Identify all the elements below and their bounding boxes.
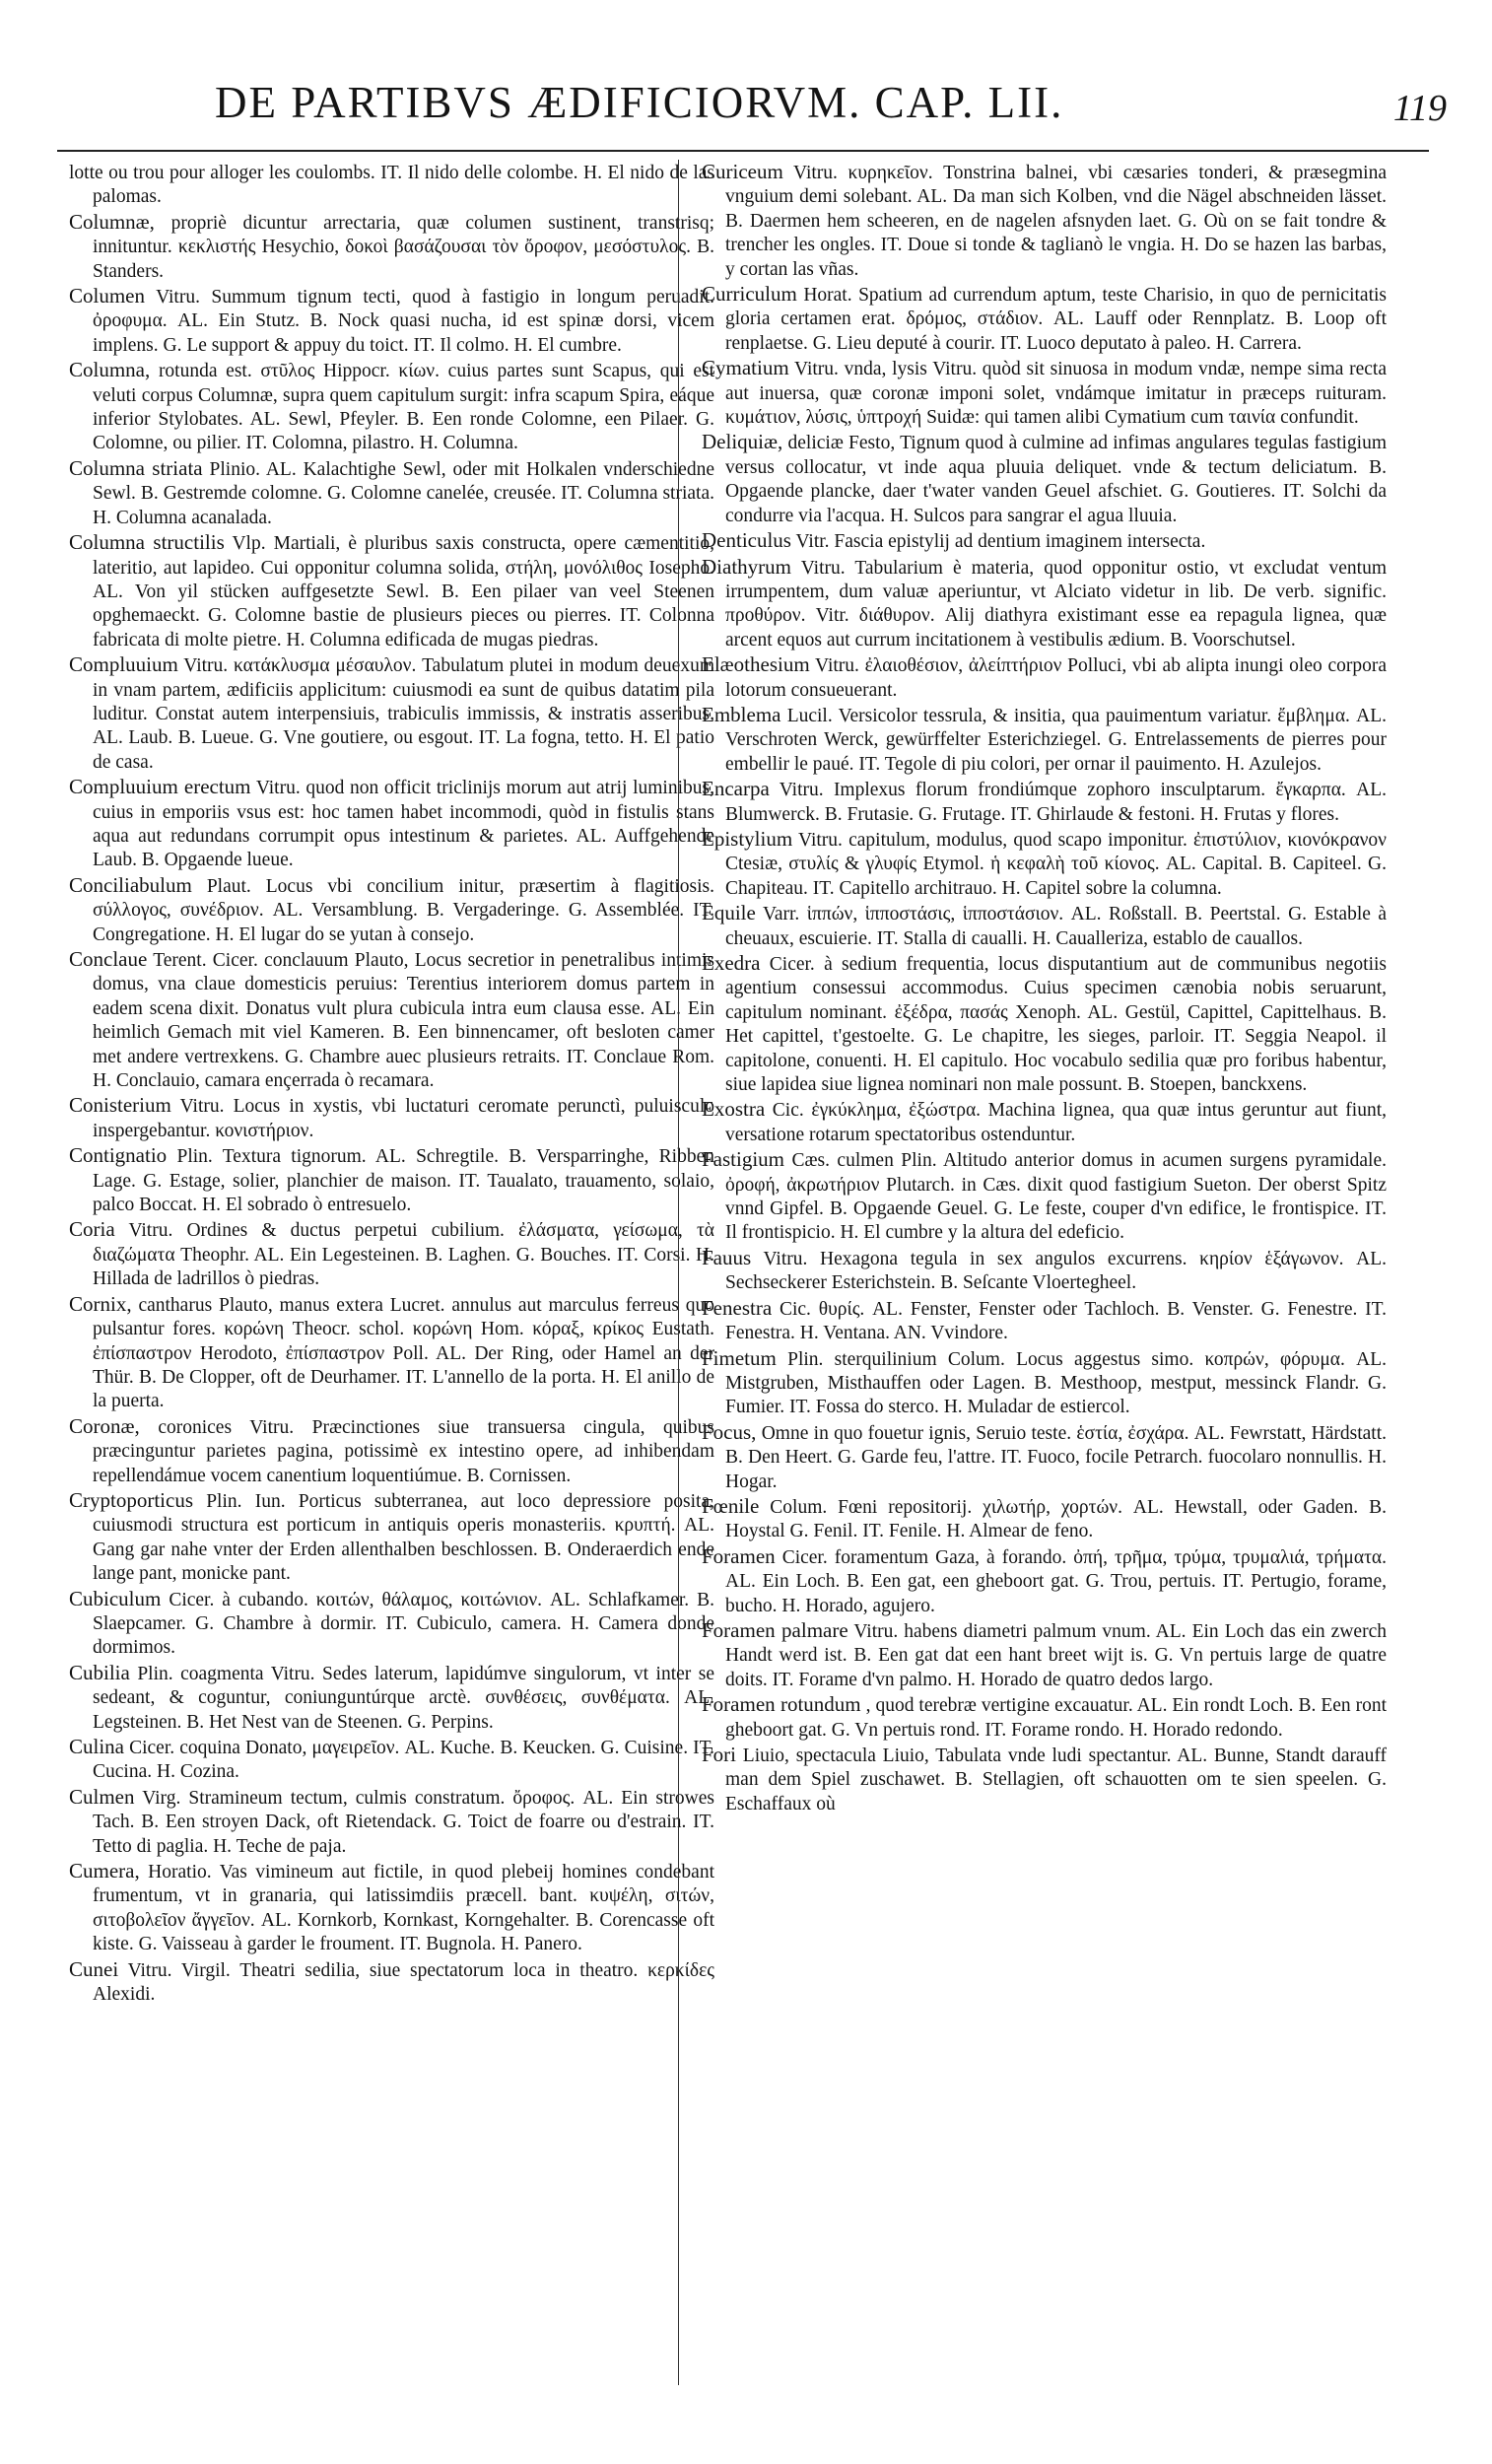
entry-headword: Curriculum xyxy=(702,282,797,307)
entry-definition: cantharus Plauto, manus extera Lucret. annulus aut marculus ferreus quo pulsantur fores. κορώνη Theocr. schol. κορώνη Hom. κόραξ, κρίκος Eustath. ἐπίσπαστρον Herodoto, ἐπίσπαστρον Poll. AL. Der Ring, oder Hamel an der Thür. B. De Clopper, oft de Deurhamer. IT. L'annello de la porta. H. El anillo de la puerta. xyxy=(93,1294,714,1412)
entry-definition: deliciæ Festo, Tignum quod à culmine ad infimas angulares tegulas fastigium versus collocatur, vt inde aqua pluuia deliquet. vnde & tectum deliciatum. B. Opgaende plancke, daer t'water vanden Geuel afschiet. G. Goutieres. IT. Solchi da condurre via l'acqua. H. Sulcos para sangrar el agua lluuia. xyxy=(725,433,1388,526)
entry-definition: Vitru. κατάκλυσμα μέσαυλον. Tabulatum plutei in modum deuexum in vnam partem, ædificiis applicitum: cuiusmodi ea sunt de quibus datatim pila luditur. Constat autem interpensiuis, trabiculis immissis, & instratis asseribus. AL. Laub. B. Lueue. G. Vne goutiere, ou esgout. IT. La fogna, tetto. H. El patio de casa. xyxy=(93,655,714,773)
dictionary-entry xyxy=(69,530,714,652)
entry-headword: Diathyrum xyxy=(702,554,791,579)
entry-headword: Fœnile xyxy=(702,1493,760,1518)
dictionary-entry xyxy=(702,430,1388,528)
entry-definition: rotunda est. στῦλος Hippocr. κίων. cuius partes sunt Scapus, qui est veluti corpus Columnæ, supra quem capitulum surgit: infra scapum Spira, eáque inferior Stylobates. AL. Sewl, Pfeyler. B. Een ronde Colomne, een Pilaer. G. Colomne, ou pilier. IT. Colomna, pilastro. H. Columna. xyxy=(93,361,714,454)
entry-definition: Vitru. capitulum, modulus, quod scapo imponitur. ἐπιστύλιον, κιονόκρανον Ctesiæ, στυλίς & γλυφίς Etymol. ἡ κεφαλὴ τοῦ κίονος. AL. Capital. B. Capiteel. G. Chapiteau. IT. Capitello architrauo. H. Capitel sobre la columna. xyxy=(725,829,1387,899)
entry-headword: Denticulus xyxy=(702,528,791,553)
entry-definition: Cicer. coquina Donato, μαγειρεῖον. AL. Kuche. B. Keucken. G. Cuisine. IT. Cucina. H. Cozina. xyxy=(93,1738,714,1783)
entry-headword: Foramen rotundum xyxy=(702,1692,861,1717)
entry-definition: Vitru. Tabularium è materia, quod opponitur ostio, vt excludat ventum irrumpentem, dum valuæ aperiuntur, vt Alciato videtur in lib. De verb. signific. προθύρον. Vitr. διάθυρον. Alij diathyra existimant esse ea repagula lignea, quæ arcent equos aut currum incitationem à vestibulis ædium. B. Voorschutsel. xyxy=(725,557,1387,650)
column-divider xyxy=(678,160,679,2385)
dictionary-entry xyxy=(69,209,714,284)
dictionary-entry xyxy=(69,947,714,1093)
entry-headword: Cubiculum xyxy=(69,1586,162,1610)
entry-definition: Vitru. Summum tignum tecti, quod à fastigio in longum peruadit. ὀροφυμα. AL. Ein Stutz. B. Nock quasi nucha, id est spinæ dorsi, vicem implens. G. Le support & appuy du toict. IT. Il colmo. H. El cumbre. xyxy=(93,287,714,356)
entry-definition: Plin. Textura tignorum. AL. Schregtile. B. Versparringhe, Ribben Lage. G. Estage, solier, planchier de maison. IT. Taualato, trauamento, solaio, palco Boccat. H. El sobrado ò entresuelo. xyxy=(93,1146,715,1216)
entry-headword: Focus, xyxy=(702,1419,757,1444)
entry-definition: Cicer. à cubando. κοιτών, θάλαμος, κοιτώνιον. AL. Schlafkamer. B. Slaepcamer. G. Chambre à dormir. IT. Cubiculo, camera. H. Camera donde dormimos. xyxy=(93,1589,715,1659)
entry-definition: Omne in quo fouetur ignis, Seruio teste. ἑστία, ἐσχάρα. AL. Fewrstatt, Härdstatt. B. Den Heert. G. Garde feu, l'attre. IT. Fuoco, focile Petrarch. fuocolaro nonnullis. H. Hogar. xyxy=(725,1422,1387,1492)
entry-headword: Epistylium xyxy=(702,826,793,851)
dictionary-entry xyxy=(69,652,714,775)
entry-definition: Vitru. habens diametri palmum vnum. AL. Ein Loch das ein zwerch Handt werd ist. B. Een gat dat een hant breet wijt is. G. Vn pertuis large de quatre doits. IT. Forame d'vn palmo. H. Horado de quatro dedos largo. xyxy=(725,1620,1387,1690)
entry-definition: Lucil. Versicolor tessrula, & insitia, qua pauimentum variatur. ἔμβλημα. AL. Verschroten Werck, gewürffelter Esterichziegel. G. Entrelassements de pierres pour embellir le paué. IT. Tegole di piu colori, per ornar il pauimento. H. Azulejos. xyxy=(725,705,1387,775)
dictionary-entry xyxy=(69,160,714,210)
dictionary-entry xyxy=(702,1493,1387,1544)
entry-headword: Cunei xyxy=(69,1956,119,1981)
entry-definition: Varr. ἱππών, ἱπποστάσις, ἱπποστάσιον. AL. Roßstall. B. Peertstal. G. Estable à cheuaux, escuierie. IT. Stalla di caualli. H. Caualleriza, establo de cauallos. xyxy=(725,904,1387,949)
entry-definition: Plin. coagmenta Vitru. Sedes laterum, lapidúmve singulorum, vt inter se sedeant, & coguntur, coniunguntúrque arctè. συνθέσεις, συνθέματα. AL. Legsteinen. B. Het Nest van de Steenen. G. Perpins. xyxy=(93,1663,714,1733)
entry-definition: Cic. ἐγκύκλημα, ἐξώστρα. Machina lignea, qua quæ intus geruntur aut fiunt, versatione rotarum spectatoribus ostenduntur. xyxy=(725,1100,1387,1145)
entry-definition: Plin. Iun. Porticus subterranea, aut loco depressiore posita, cuiusmodi structura est porticum in antiquis operis monasteriis. κρυπτή. AL. Gang gar nahe vnter der Erden allenthalben beschlossen. B. Onderaerdich ende lange pant, monicke pant. xyxy=(93,1490,715,1585)
entry-headword: Contignatio xyxy=(69,1143,168,1168)
entry-headword: Columna, xyxy=(69,358,151,382)
entry-definition: Vlp. Martiali, è pluribus saxis constructa, opere cæmentitio, lateritio, aut lapideo. Cui opponitur columna solida, στήλη, μονόλιθος Iosepho. AL. Von yil stücken auffgesetzte Sewl. B. Een pilaer van veel Steenen opghemaeckt. G. Colomne bastie de plusieurs pieces ou pierres. IT. Colonna fabricata di molte pietre. H. Columna edificada de mugas piedras. xyxy=(93,533,714,650)
entry-headword: Coria xyxy=(69,1217,115,1242)
entry-definition: , quod terebræ vertigine excauatur. AL. Ein rondt Loch. B. Een ront gheboort gat. G. Vn pertuis rond. IT. Forame rondo. H. Horado redondo. xyxy=(725,1695,1388,1741)
entry-definition: coronices Vitru. Præcinctiones siue transuersa cingula, quibus præcinguntur parietes pagina, potissimè ex intestino opere, ad inhibendam repellendámue vocem canentium loquentiúmue. B. Cornissen. xyxy=(93,1416,715,1486)
entry-definition: Cic. θυρίς. AL. Fenster, Fenster oder Tachloch. B. Venster. G. Fenestre. IT. Fenestra. H. Ventana. AN. Vvindore. xyxy=(725,1298,1388,1344)
dictionary-entry xyxy=(69,1413,715,1488)
entry-definition: Vitru. Locus in xystis, vbi luctaturi ceromate perunctì, puluisculo inspergebantur. κονιστήριον. xyxy=(93,1096,714,1141)
entry-headword: Conisterium xyxy=(69,1093,171,1118)
entry-definition: Cicer. foramentum Gaza, à forando. ὀπή, τρῆμα, τρύμα, τρυμαλιά, τρήματα. AL. Ein Loch. B. Een gat, een gheboort gat. G. Trou, pertuis. IT. Pertugio, forame, bucho. H. Horado, agujero. xyxy=(725,1546,1388,1616)
entry-headword: Foramen palmare xyxy=(702,1617,848,1642)
entry-definition: Horat. Spatium ad currendum aptum, teste Charisio, in quo de pernicitatis gloria certamen erat. δρόμος, στάδιον. AL. Lauff oder Rennplatz. B. Loop oft renplaetse. G. Lieu deputé à courir. IT. Luoco deputato à paleo. H. Carrera. xyxy=(725,285,1387,354)
entry-definition: lotte ou trou pour alloger les coulombs. IT. Il nido delle colombe. H. El nido de las palomas. xyxy=(69,163,714,208)
dictionary-entry xyxy=(69,284,714,358)
entry-headword: Cryptoporticus xyxy=(69,1487,193,1512)
entry-definition: Terent. Cicer. conclauum Plauto, Locus secretior in penetralibus intimis domus, vna claue domesticis peruius: Terentius interiorem domus partem in eadem scena dixit. Donatus vult plura cubicula intra eum clausa esse. AL. Ein heimlich Gemach mit viel Kameren. B. Een binnencamer, oft besloten camer met andere vertrexkens. G. Chambre auec plusieurs retraits. IT. Conclaue Rom. H. Conclauio, camara ençerrada ò recamara. xyxy=(93,950,714,1092)
dictionary-entry xyxy=(69,1093,714,1143)
entry-headword: Coronæ, xyxy=(69,1413,140,1438)
entry-definition: Vitru. Implexus florum frondiúmque zophoro insculptarum. ἔγκαρπα. AL. Blumwerck. B. Frutasie. G. Frutage. IT. Ghirlaude & festoni. H. Frutas y flores. xyxy=(725,780,1387,825)
entry-headword: Curiceum xyxy=(702,160,783,183)
entry-headword: Culmen xyxy=(69,1784,135,1809)
entry-definition: Plaut. Locus vbi concilium initur, præsertim à flagitiosis. σύλλογος, συνέδριον. AL. Versamblung. B. Vergaderinge. G. Assemblée. IT. Congregatione. H. El lugar do se yutan à consejo. xyxy=(93,875,714,945)
dictionary-entry xyxy=(702,951,1388,1097)
dictionary-entry xyxy=(69,358,714,456)
dictionary-entry xyxy=(702,1345,1387,1420)
entry-definition: Colum. Fœni repositorij. χιλωτήρ, χορτών. AL. Hewstall, oder Gaden. B. Hoystal G. Fenil. IT. Fenile. H. Almear de feno. xyxy=(725,1496,1387,1542)
entry-headword: Columen xyxy=(69,284,145,308)
entry-definition: Vitru. ἐλαιοθέσιον, ἀλείπτήριον Polluci, vbi ab alipta inungi oleo corpora lotorum consueuerant. xyxy=(725,655,1388,701)
dictionary-entry xyxy=(702,1097,1387,1147)
entry-headword: Foramen xyxy=(702,1543,776,1568)
entry-definition: Vitru. quod non officit triclinijs morum aut atrij luminibus, cuius in emporiis vsus est: hoc tamen habet incommodi, quòd in fistulis stans aqua aut redundans corrumpit opus intestinum & parietes. AL. Auffgehende Laub. B. Opgaende lueue. xyxy=(93,778,714,871)
dictionary-entry xyxy=(69,1487,715,1587)
dictionary-entry xyxy=(702,1147,1388,1246)
entry-headword: Conciliabulum xyxy=(69,872,192,897)
entry-headword: Deliquiæ, xyxy=(702,430,783,454)
entry-definition: Vitru. Hexagona tegula in sex angulos excurrens. κηρίον ἑξάγωνον. AL. Sechseckerer Esterichstein. B. Seſcante Vloertegheel. xyxy=(725,1248,1387,1294)
entry-headword: Cumera, xyxy=(69,1859,140,1883)
entry-definition: Plin. sterquilinium Colum. Locus aggestus simo. κοπρών, φόρυμα. AL. Mistgruben, Misthauffen oder Lagen. B. Mesthoop, mestput, messinck Flandr. G. Fumier. IT. Fossa do sterco. H. Muladar de estiercol. xyxy=(725,1348,1387,1418)
running-title: DE PARTIBVS ÆDIFICIORVM. CAP. LII. xyxy=(215,78,1064,127)
entry-headword: Fimetum xyxy=(702,1345,777,1370)
dictionary-entry xyxy=(702,554,1387,653)
dictionary-entry xyxy=(69,1217,714,1291)
dictionary-entry xyxy=(69,1660,714,1735)
entry-headword: Fauus xyxy=(702,1245,752,1269)
right-column xyxy=(702,160,1387,1816)
entry-definition: Cicer. à sedium frequentia, locus disputantium aut de communibus negotiis agentium consessui accommodus. Cuius specimen cænobia nobis seruarunt, capitulum nominant. ἐξέδρα, πασάς Xenoph. AL. Gestül, Capittel, Capittelhaus. B. Het capittel, t'gestoelte. G. Le chapitre, les sieges, parloir. IT. Seggia Neapol. il capitolone, conuenti. H. El capitulo. Hoc vocabulo sedilia quæ pro foribus habentur, siue lapidea siue lignea nominari non male possunt. B. Stoepen, banckxens. xyxy=(725,954,1388,1096)
dictionary-entry xyxy=(702,1245,1387,1296)
entry-definition: Vitr. Fascia epistylij ad dentium imaginem intersecta. xyxy=(795,531,1206,553)
entry-headword: Elæothesium xyxy=(702,652,810,677)
dictionary-entry xyxy=(702,702,1387,777)
entry-headword: Compluuium xyxy=(69,652,178,677)
dictionary-entry xyxy=(69,1586,715,1661)
entry-definition: Virg. Stramineum tectum, culmis constratum. ὄροφος. AL. Ein strowes Tach. B. Een stroyen Dack, oft Rietendack. G. Toict de foarre ou d'estrain. IT. Tetto di paglia. H. Teche de paja. xyxy=(93,1787,714,1857)
dictionary-entry xyxy=(702,1617,1387,1692)
page-header xyxy=(39,77,1458,146)
dictionary-entry xyxy=(69,1859,714,1957)
dictionary-entry xyxy=(69,1735,714,1785)
entry-definition: Liuio, spectacula Liuio, Tabulata vnde ludi spectantur. AL. Bunne, Standt darauff man dem Spiel zuschawet. B. Stellagien, oft schauotten om te sien speelen. G. Eschaffaux où xyxy=(725,1745,1388,1814)
entry-headword: Emblema xyxy=(702,702,781,726)
dictionary-entry xyxy=(702,282,1387,356)
entry-headword: Cymatium xyxy=(702,356,789,380)
left-column xyxy=(69,160,714,2007)
dictionary-entry xyxy=(702,777,1387,827)
dictionary-entry xyxy=(702,1419,1387,1494)
dictionary-entry xyxy=(702,1295,1388,1346)
dictionary-entry xyxy=(69,1784,714,1859)
dictionary-entry xyxy=(69,775,714,873)
entry-definition: Vitru. Ordines & ductus perpetui cubilium. ἐλάσματα, γείσωμα, τὰ διαζώματα Theophr. AL. Ein Legesteinen. B. Laghen. G. Bouches. IT. Corsi. H. Hillada de ladrillos ò piedras. xyxy=(93,1220,714,1290)
dictionary-entry xyxy=(69,1291,714,1414)
header-rule xyxy=(57,150,1429,152)
entry-headword: Cornix, xyxy=(69,1291,132,1316)
entry-headword: Cubilia xyxy=(69,1660,130,1684)
dictionary-entry xyxy=(702,901,1387,951)
dictionary-entry xyxy=(69,455,714,530)
entry-definition: Vitru. κυρηκεῖον. Tonstrina balnei, vbi cæsaries tonderi, & præsegmina vnguium demi solebant. AL. Da man sich Kolben, vnd die Nägel abschneiden lässet. B. Daermen hem scheeren, en de nagelen afsnyden laet. G. Où on se fait tondre & trencher les ongles. IT. Doue si tonde & taglianò le vngia. H. Do se hazen las barbas, y cortan las vñas. xyxy=(725,163,1388,280)
dictionary-entry xyxy=(702,652,1388,703)
page-number: 119 xyxy=(1392,88,1447,129)
entry-definition: Vitru. Virgil. Theatri sedilia, siue spectatorum loca in theatro. κερκίδες Alexidi. xyxy=(93,1959,714,2006)
dictionary-entry xyxy=(702,1743,1388,1816)
dictionary-entry xyxy=(702,356,1387,430)
entry-headword: Culina xyxy=(69,1735,124,1758)
entry-headword: Fori xyxy=(702,1743,737,1766)
entry-headword: Fenestra xyxy=(702,1295,773,1320)
dictionary-entry xyxy=(69,1956,714,2008)
entry-headword: Compluuium erectum xyxy=(69,775,251,799)
entry-definition: Horatio. Vas vimineum aut fictile, in quod plebeij homines condebant frumentum, vt in granaria, qui latissimdiis præcell. bant. κυψέλη, σιτών, σιτοβολεῖον ἄγγεῖον. AL. Kornkorb, Kornkast, Korngehalter. B. Corencasse oft kiste. G. Vaisseau à garder le froument. IT. Bugnola. H. Panero. xyxy=(93,1862,714,1955)
entry-headword: Exedra xyxy=(702,951,761,975)
entry-definition: Vitru. vnda, lysis Vitru. quòd sit sinuosa in modum vndæ, nempe sima recta aut inuersa, quæ coronæ imponi solet, vndámque imitatur in præceps ruituram. κυμάτιον, λύσις, ὑπτροχή Suidæ: qui tamen alibi Cymatium cum ταινία confundit. xyxy=(725,359,1387,429)
dictionary-entry xyxy=(702,1543,1388,1618)
dictionary-entry xyxy=(702,826,1387,901)
entry-headword: Fastigium xyxy=(702,1147,785,1172)
dictionary-entry xyxy=(702,1692,1388,1743)
dictionary-entry xyxy=(702,528,1387,554)
entry-headword: Columnæ, xyxy=(69,209,155,234)
entry-headword: Columna striata xyxy=(69,455,203,480)
entry-definition: Plinio. AL. Kalachtighe Sewl, oder mit Holkalen vnderschiedne Sewl. B. Gestremde colomne. G. Colomne canelée, creusée. IT. Columna striata. H. Columna acanalada. xyxy=(93,458,714,528)
dictionary-entry xyxy=(69,872,714,947)
entry-headword: Encarpa xyxy=(702,777,770,801)
dictionary-entry xyxy=(702,160,1388,282)
entry-headword: Conclaue xyxy=(69,947,148,971)
entry-headword: Exostra xyxy=(702,1097,766,1122)
entry-definition: propriè dicuntur arrectaria, quæ columen sustinent, transtrisq; innituntur. κεκλιστής Hesychio, δοκοὶ βασάζουσαι τὸν ὄροφον, μεσόστυλος. B. Standers. xyxy=(93,212,714,282)
entry-headword: Columna structilis xyxy=(69,530,225,555)
entry-definition: Cæs. culmen Plin. Altitudo anterior domus in acumen surgens pyramidale. ὀροφή, ἀκρωτήριον Plutarch. in Cæs. dixit quod fastigium Sueton. Der oberst Spitz vnnd Gipfel. B. Opgaende Geuel. G. Le feste, couper d'vn edifice, le frontispice. IT. Il frontispicio. H. El cumbre y la altura del edeficio. xyxy=(725,1150,1388,1244)
entry-headword: Equile xyxy=(702,901,756,925)
dictionary-entry xyxy=(69,1143,715,1217)
